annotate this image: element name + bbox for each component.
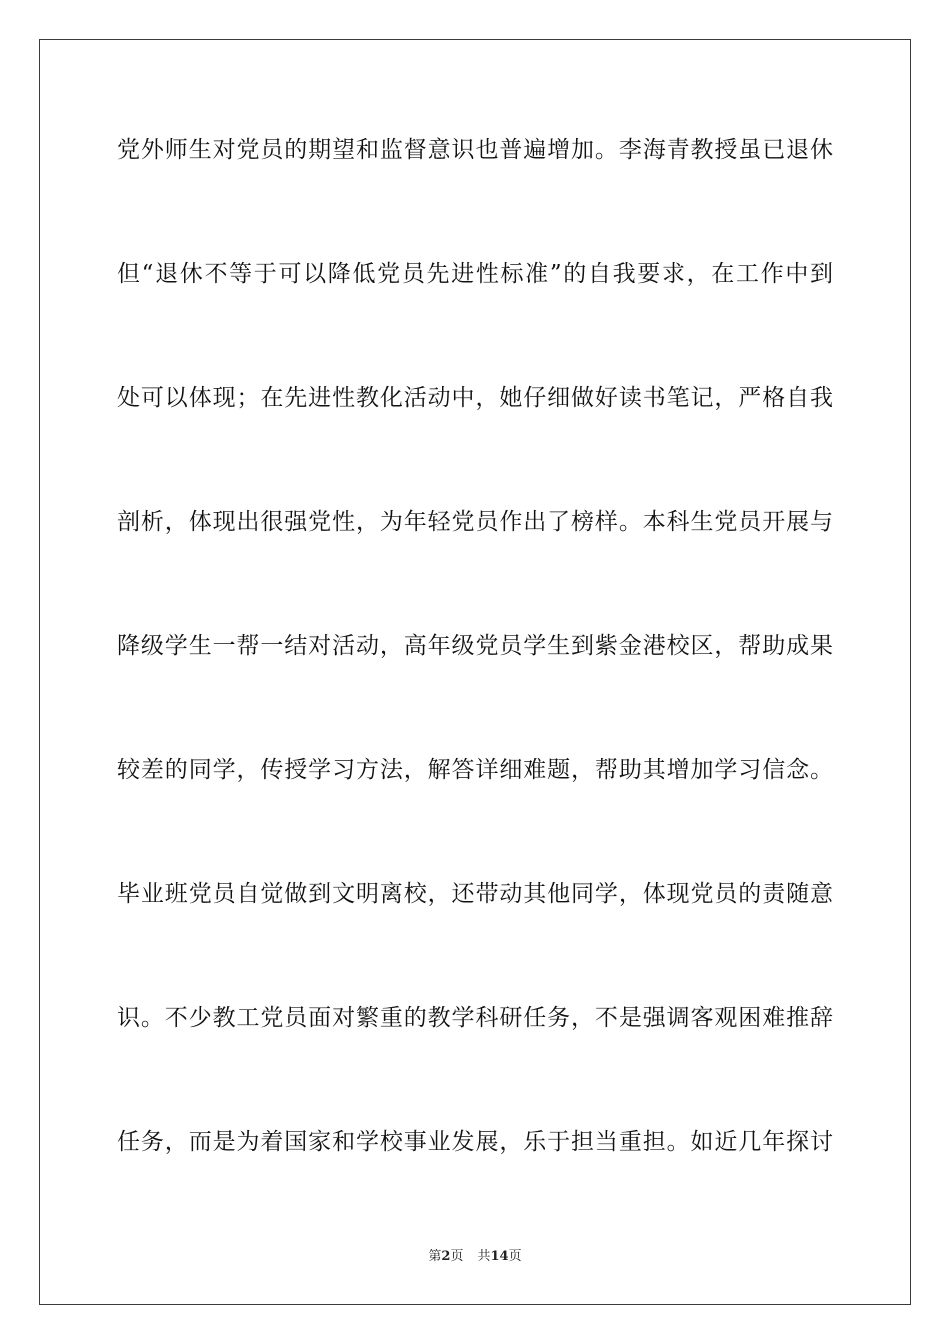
text-line-9: 任务，而是为着国家和学校事业发展，乐于担当重担。如近几年探讨 (117, 1129, 833, 1155)
total-prefix: 共 (477, 1249, 491, 1264)
text-line-5: 降级学生一帮一结对活动，高年级党员学生到紫金港校区，帮助成果 (117, 633, 833, 659)
page-suffix: 页 (450, 1249, 464, 1264)
page-number: 2 (441, 1249, 451, 1264)
text-line-3: 处可以体现；在先进性教化活动中，她仔细做好读书笔记，严格自我 (117, 385, 833, 411)
total-suffix: 页 (508, 1249, 522, 1264)
page-prefix: 第 (428, 1249, 442, 1264)
text-line-6: 较差的同学，传授学习方法，解答详细难题，帮助其增加学习信念。 (117, 757, 833, 783)
text-line-1: 党外师生对党员的期望和监督意识也普遍增加。李海青教授虽已退休 (117, 137, 833, 163)
text-line-7: 毕业班党员自觉做到文明离校，还带动其他同学，体现党员的责随意 (117, 881, 833, 907)
page-border (39, 39, 911, 1305)
text-line-2: 但“退休不等于可以降低党员先进性标准”的自我要求，在工作中到 (117, 261, 833, 287)
text-line-4: 剖析，体现出很强党性，为年轻党员作出了榜样。本科生党员开展与 (117, 509, 833, 535)
page-footer (0, 1247, 950, 1267)
text-line-8: 识。不少教工党员面对繁重的教学科研任务，不是强调客观困难推辞 (117, 1005, 833, 1031)
total-pages: 14 (490, 1249, 509, 1264)
